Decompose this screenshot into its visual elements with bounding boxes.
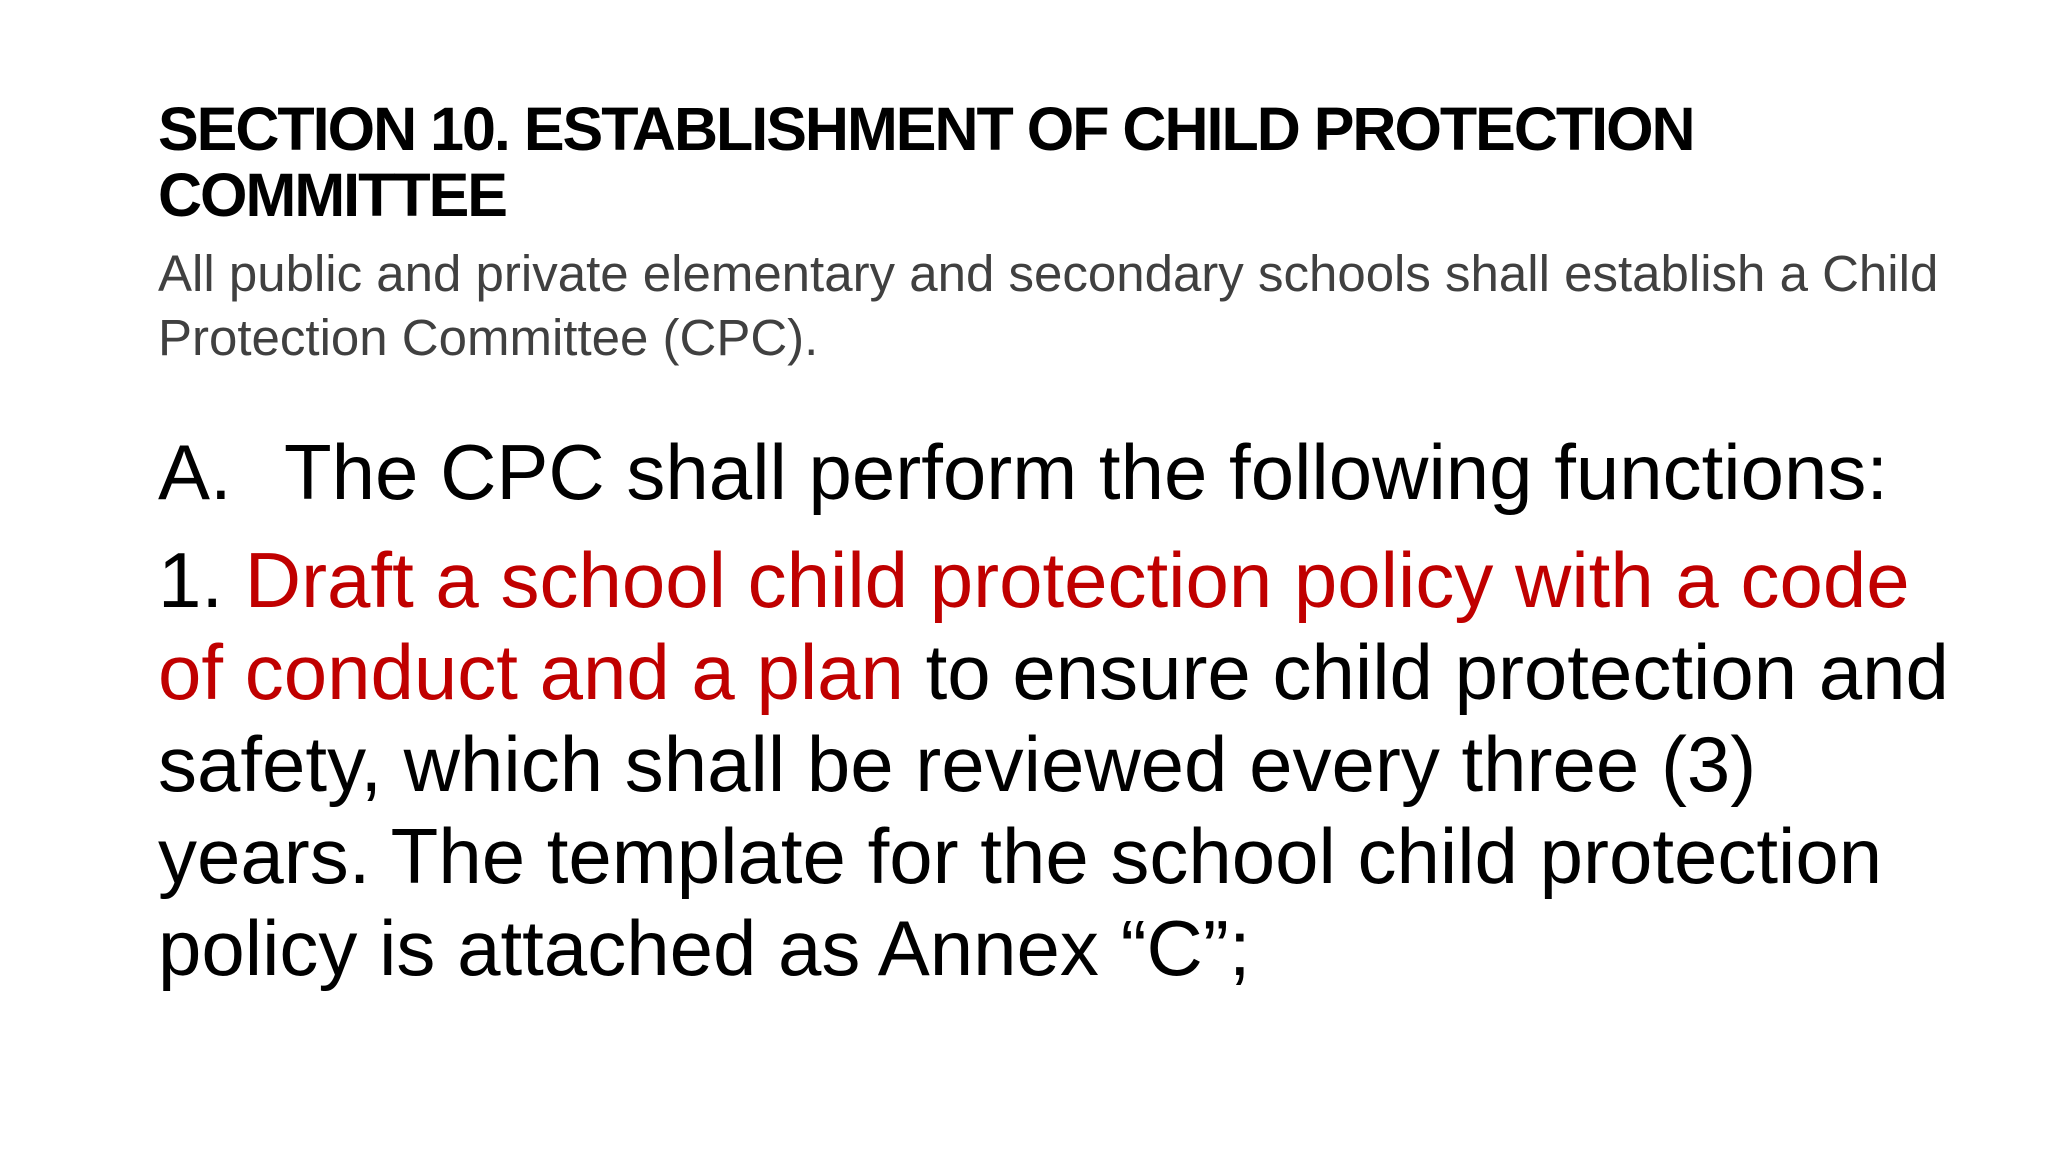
function-item-highlight: Draft a school child protection policy with a code of conduct and a plan [158,536,1910,716]
section-intro: All public and private elementary and secondary schools shall establish a Child Protection Committee (CPC). [158,245,1939,366]
function-item-1 [158,534,1958,994]
function-item-number: 1. [158,536,224,624]
section-heading: SECTION 10. ESTABLISHMENT OF CHILD PROTECTION COMMITTEE [158,95,1694,229]
functions-header [158,424,1978,520]
function-item-text: to ensure child protection and safety, which shall be reviewed every three (3) years. The template for the school child protection policy is attached as Annex “C”; [158,628,1949,992]
functions-marker: A. [158,428,232,516]
functions-header-text: The CPC shall perform the following functions: [284,428,1889,516]
